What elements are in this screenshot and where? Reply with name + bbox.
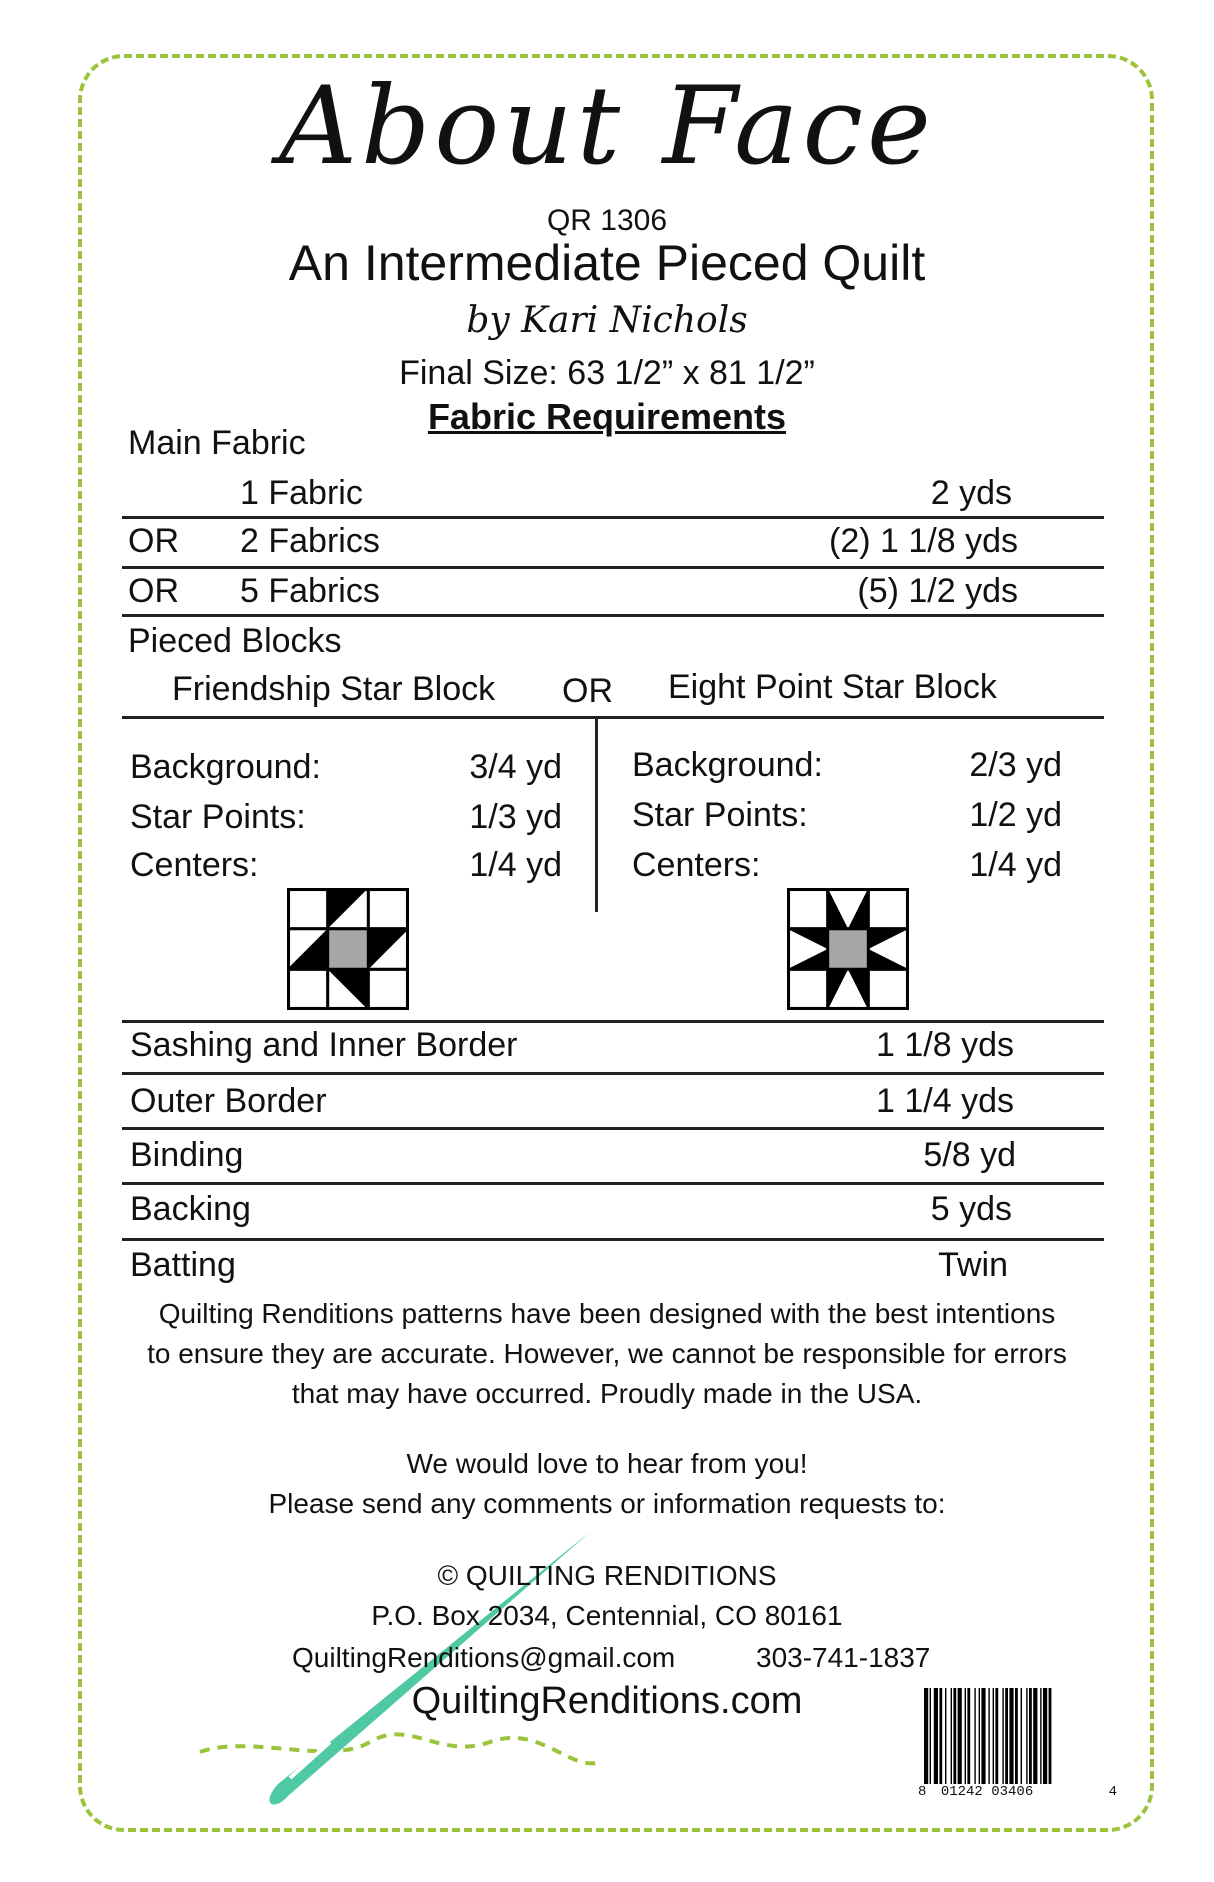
binding-label: Binding (130, 1136, 244, 1174)
barcode-bar (934, 1688, 938, 1784)
eight-point-star-block-diagram (786, 888, 910, 1010)
batting-label: Batting (130, 1246, 236, 1284)
main-fabric-row-3-name: 5 Fabrics (240, 572, 380, 610)
barcode-bar (1015, 1688, 1018, 1784)
barcode-bars (918, 1688, 1123, 1784)
barcode-number (918, 1784, 1123, 1800)
disclaimer-line-1: Quilting Renditions patterns have been designed with the best intentions (158, 1298, 1056, 1329)
left-star-points-amount: 1/3 yd (469, 798, 562, 836)
contact-phone: 303-741-1837 (756, 1642, 931, 1673)
main-fabric-row-1-name: 1 Fabric (240, 474, 363, 512)
divider (122, 516, 1104, 519)
barcode-bar (930, 1688, 931, 1784)
barcode-middle-digits: 01242 03406 (940, 1784, 1034, 1800)
vertical-divider (595, 718, 598, 912)
divider (122, 1072, 1104, 1075)
eight-point-star-title: Eight Point Star Block (668, 668, 997, 706)
left-centers-label: Centers: (130, 846, 259, 884)
final-size: Final Size: 63 1/2” x 81 1/2” (399, 354, 815, 392)
pieced-blocks-label: Pieced Blocks (128, 622, 342, 660)
outer-border-label: Outer Border (130, 1082, 327, 1120)
right-centers-amount: 1/4 yd (969, 846, 1062, 884)
barcode-bar (1049, 1688, 1052, 1784)
divider (122, 614, 1104, 617)
disclaimer-line-2: to ensure they are accurate. However, we cannot be responsible for errors (147, 1338, 1067, 1369)
barcode-bar (993, 1688, 994, 1784)
divider (122, 566, 1104, 569)
website-link[interactable]: QuiltingRenditions.com (411, 1680, 803, 1722)
main-fabric-label: Main Fabric (128, 424, 306, 462)
main-fabric-row-2-amount: (2) 1 1/8 yds (829, 522, 1018, 560)
divider (122, 1020, 1104, 1023)
barcode-bar (1040, 1688, 1041, 1784)
left-centers-amount: 1/4 yd (469, 846, 562, 884)
main-fabric-row-3-amount: (5) 1/2 yds (857, 572, 1018, 610)
left-star-points-label: Star Points: (130, 798, 306, 836)
barcode-bar (974, 1688, 975, 1784)
barcode-bar (939, 1688, 942, 1784)
backing-label: Backing (130, 1190, 251, 1228)
right-star-points-label: Star Points: (632, 796, 808, 834)
barcode-bar (979, 1688, 980, 1784)
main-fabric-row-3-prefix: OR (128, 572, 179, 610)
pattern-subtitle: An Intermediate Pieced Quilt (288, 235, 926, 291)
right-centers-label: Centers: (632, 846, 761, 884)
barcode-bar (958, 1688, 962, 1784)
mailing-address: P.O. Box 2034, Centennial, CO 80161 (371, 1600, 843, 1631)
binding-amount: 5/8 yd (923, 1136, 1016, 1174)
right-background-label: Background: (632, 746, 823, 784)
barcode-bar (951, 1688, 952, 1784)
contact-intro-line-2: Please send any comments or information requests to: (268, 1488, 946, 1519)
barcode-bar (1002, 1688, 1003, 1784)
main-fabric-row-2-prefix: OR (128, 522, 179, 560)
barcode-bar (945, 1688, 946, 1784)
barcode-bar (988, 1688, 989, 1784)
barcode-bar (1005, 1688, 1008, 1784)
right-star-points-amount: 1/2 yd (969, 796, 1062, 834)
divider (122, 1127, 1104, 1130)
divider (122, 716, 1104, 719)
fabric-requirements-heading: Fabric Requirements (427, 396, 787, 437)
barcode-bar (965, 1688, 966, 1784)
main-fabric-row-1-amount: 2 yds (930, 474, 1012, 512)
company-name: © QUILTING RENDITIONS (437, 1560, 777, 1591)
pattern-author: by Kari Nichols (466, 300, 748, 341)
barcode-bar (995, 1688, 998, 1784)
right-background-amount: 2/3 yd (969, 746, 1062, 784)
outer-border-amount: 1 1/4 yds (876, 1082, 1014, 1120)
sashing-label: Sashing and Inner Border (130, 1026, 518, 1064)
barcode (918, 1688, 1123, 1806)
left-background-label: Background: (130, 748, 321, 786)
pattern-code: QR 1306 (546, 204, 668, 237)
barcode-bar (1043, 1688, 1047, 1784)
barcode-bar (1026, 1688, 1027, 1784)
barcode-bar (1029, 1688, 1032, 1784)
barcode-bar (953, 1688, 956, 1784)
barcode-first-digit: 8 (918, 1784, 927, 1800)
barcode-bar (924, 1688, 928, 1784)
sashing-amount: 1 1/8 yds (876, 1026, 1014, 1064)
contact-email[interactable]: QuiltingRenditions@gmail.com (292, 1642, 676, 1673)
divider (122, 1238, 1104, 1241)
contact-intro-line-1: We would love to hear from you! (406, 1448, 808, 1479)
backing-amount: 5 yds (930, 1190, 1012, 1228)
barcode-bar (1021, 1688, 1022, 1784)
main-fabric-row-2-name: 2 Fabrics (240, 522, 380, 560)
barcode-bar (981, 1688, 985, 1784)
barcode-last-digit: 4 (1108, 1784, 1117, 1800)
left-background-amount: 3/4 yd (469, 748, 562, 786)
disclaimer-line-3: that may have occurred. Proudly made in the USA. (291, 1378, 923, 1409)
batting-amount: Twin (938, 1246, 1008, 1284)
barcode-bar (967, 1688, 970, 1784)
blocks-or: OR (562, 672, 613, 710)
barcode-bar (1009, 1688, 1013, 1784)
barcode-bar (1033, 1688, 1037, 1784)
friendship-star-block-diagram (286, 888, 410, 1010)
friendship-star-title: Friendship Star Block (172, 670, 496, 708)
pattern-title: About Face (279, 64, 935, 189)
divider (122, 1182, 1104, 1185)
